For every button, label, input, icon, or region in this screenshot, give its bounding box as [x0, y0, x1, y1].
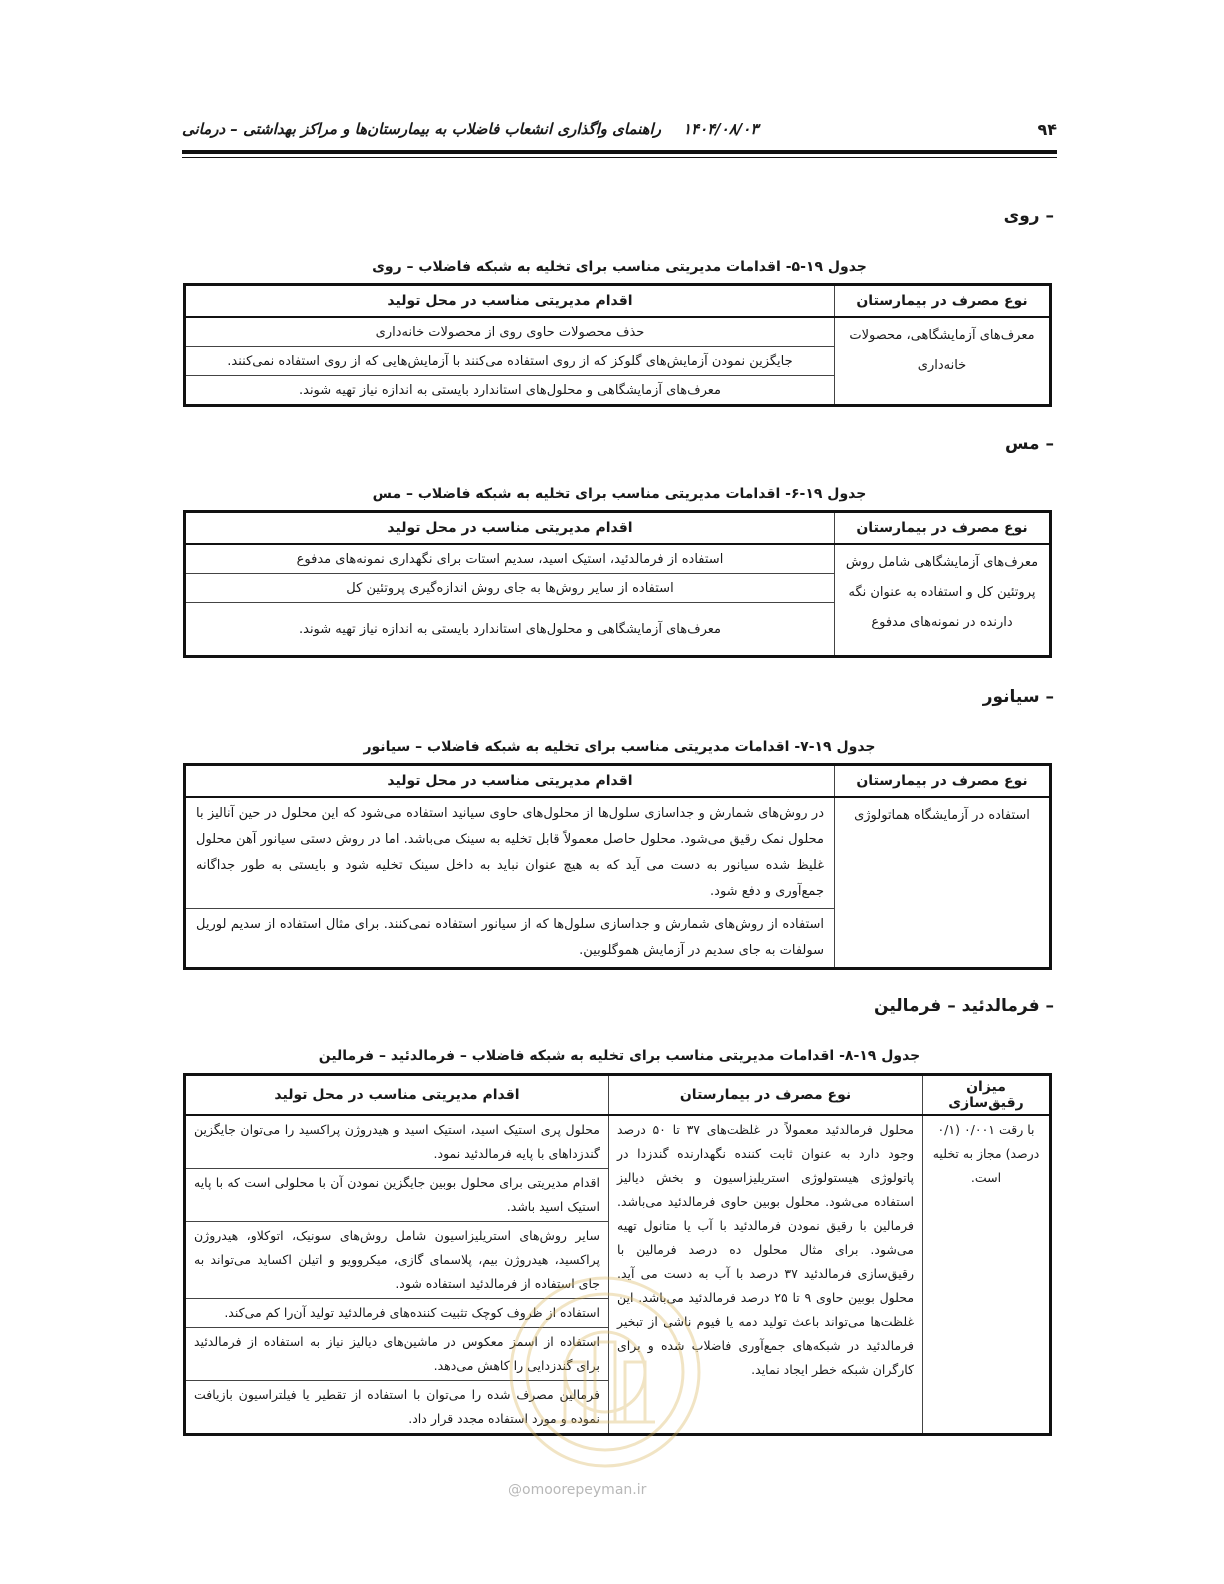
table-row	[185, 1115, 1051, 1169]
header-usage: نوع مصرف در بیمارستان	[835, 512, 1051, 545]
running-header	[182, 118, 1057, 144]
header-action: اقدام مدیریتی مناسب در محل تولید	[185, 285, 835, 318]
table-header-row	[185, 765, 1051, 798]
table-row	[185, 797, 1051, 909]
watermark-text: @omoorepeyman.ir	[508, 1482, 647, 1498]
action-cell: جایگزین نمودن آزمایش‌های گلوکز که از روی استفاده می‌کنند با آزمایش‌هایی که از روی استفاده نمی‌کنند.	[185, 347, 835, 376]
section-heading-zinc: – روی	[1003, 206, 1054, 226]
header-usage: نوع مصرف در بیمارستان	[835, 765, 1051, 798]
table-cyanide	[183, 763, 1052, 970]
table-caption-zinc: جدول ۱۹-۵- اقدامات مدیریتی مناسب برای تخلیه به شبکه فاضلاب – روی	[372, 259, 867, 275]
table-header-row	[185, 285, 1051, 318]
action-cell: معرف‌های آزمایشگاهی و محلول‌های استاندارد بایستی به اندازه نیاز تهیه شوند.	[185, 376, 835, 406]
action-cell: استفاده از روش‌های شمارش و جداسازی سلول‌ها که از سیانور استفاده نمی‌کنند. برای مثال استفاده از سدیم لوریل سولفات به جای سدیم در آزمایش هموگلوبین.	[185, 909, 835, 969]
table-caption-cyanide: جدول ۱۹-۷- اقدامات مدیریتی مناسب برای تخلیه به شبکه فاضلاب – سیانور	[363, 739, 876, 755]
header-action: اقدام مدیریتی مناسب در محل تولید	[185, 512, 835, 545]
table-caption-copper: جدول ۱۹-۶- اقدامات مدیریتی مناسب برای تخلیه به شبکه فاضلاب – مس	[372, 486, 867, 502]
table-caption-formaldehyde: جدول ۱۹-۸- اقدامات مدیریتی مناسب برای تخلیه به شبکه فاضلاب – فرمالدئید – فرمالین	[318, 1048, 921, 1064]
action-cell: استفاده از اسمز معکوس در ماشین‌های دیالیز نیاز به استفاده از فرمالدئید برای گندزدایی را کاهش می‌دهد.	[185, 1328, 609, 1381]
table-header-row	[185, 512, 1051, 545]
header-date: ۱۴۰۴/۰۸/۰۳	[682, 120, 759, 138]
table-row	[185, 544, 1051, 574]
header-usage: نوع مصرف در بیمارستان	[609, 1075, 923, 1116]
watermark-seal-icon	[505, 1272, 705, 1472]
usage-cell: معرف‌های آزمایشگاهی شامل روش پروتئین کل و استفاده به عنوان نگه دارنده در نمونه‌های مدفوع	[835, 544, 1051, 657]
action-cell: معرف‌های آزمایشگاهی و محلول‌های استاندارد بایستی به اندازه نیاز تهیه شوند.	[185, 603, 835, 657]
header-rule-thick	[182, 150, 1057, 154]
action-cell: استفاده از ظروف کوچک تثبیت کننده‌های فرمالدئید تولید آن‌را کم می‌کند.	[185, 1299, 609, 1328]
action-cell: استفاده از فرمالدئید، استیک اسید، سدیم استات برای نگهداری نمونه‌های مدفوع	[185, 544, 835, 574]
section-heading-cyanide: – سیانور	[982, 687, 1054, 707]
action-cell: محلول پری استیک اسید، استیک اسید و هیدروژن پراکسید را می‌توان جایگزین گندزداهای با پایه فرمالدئید نمود.	[185, 1115, 609, 1169]
header-title: راهنمای واگذاری انشعاب فاضلاب به بیمارستان‌ها و مراکز بهداشتی – درمانی	[182, 120, 661, 138]
dilution-cell: با رقت ۰/۰۰۱ (۰/۱ درصد) مجاز به تخلیه است.	[923, 1115, 1051, 1435]
header-title-line	[182, 120, 758, 138]
table-copper	[183, 510, 1052, 658]
header-rule-thin	[182, 157, 1057, 158]
page-number: ۹۴	[1037, 120, 1057, 139]
action-cell: سایر روش‌های استریلیزاسیون شامل روش‌های سونیک، اتوکلاو، هیدروژن پراکسید، هیدروژن بیم، پلاسمای گازی، میکروویو و اتیلن اکساید می‌تواند به جای استفاده از فرمالدئید استفاده شود.	[185, 1222, 609, 1299]
section-heading-formaldehyde: – فرمالدئید – فرمالین	[874, 996, 1054, 1016]
header-action: اقدام مدیریتی مناسب در محل تولید	[185, 1075, 609, 1116]
usage-cell: محلول فرمالدئید معمولاً در غلظت‌های ۳۷ تا ۵۰ درصد وجود دارد به عنوان ثابت کننده نگهدارنده گندزدا در پاتولوژی هیستولوژی استریلیزاسیون و بخش دیالیز استفاده می‌شود. محلول بوبین حاوی فرمالدئید می‌باشد. فرمالین با رقیق نمودن فرمالدئید با آب یا متانول تهیه می‌شود. برای مثال محلول ده درصد فرمالین با رقیق‌سازی فرمالدئید ۳۷ درصد با آب به دست می آید. محلول بوبین حاوی ۹ تا ۲۵ درصد فرمالدئید می‌باشد. این غلظت‌ها می‌تواند باعث تولید دمه یا فیوم ناشی از تبخیر فرمالدئید در شبکه‌های جمع‌آوری فاضلاب شده و برای کارگران شبکه خطر ایجاد نماید.	[609, 1115, 923, 1435]
table-header-row	[185, 1075, 1051, 1116]
action-cell: حذف محصولات حاوی روی از محصولات خانه‌داری	[185, 317, 835, 347]
header-action: اقدام مدیریتی مناسب در محل تولید	[185, 765, 835, 798]
action-cell: در روش‌های شمارش و جداسازی سلول‌ها از محلول‌های حاوی سیانید استفاده می‌شود که این محلول در حین آنالیز با محلول نمک رقیق می‌شود. محلول حاصل معمولاً قابل تخلیه به سینک می‌باشد. اما در روش دستی سیانور آهن محلول غلیظ شده سیانور به دست می آید که به هیچ عنوان نباید به داخل سینک تخلیه شود و بایستی به طور جداگانه جمع‌آوری و دفع شود.	[185, 797, 835, 909]
usage-cell: معرف‌های آزمایشگاهی، محصولات خانه‌داری	[835, 317, 1051, 406]
header-dilution: میزان رقیق‌سازی	[923, 1075, 1051, 1116]
action-cell: استفاده از سایر روش‌ها به جای روش اندازه‌گیری پروتئین کل	[185, 574, 835, 603]
section-heading-copper: – مس	[1005, 434, 1054, 454]
table-row	[185, 317, 1051, 347]
header-usage: نوع مصرف در بیمارستان	[835, 285, 1051, 318]
usage-cell: استفاده در آزمایشگاه هماتولوژی	[835, 797, 1051, 969]
action-cell: اقدام مدیریتی برای محلول بوبین جایگزین نمودن آن با محلولی است که با پایه استیک اسید باشد.	[185, 1169, 609, 1222]
action-cell: فرمالین مصرف شده را می‌توان با استفاده از تقطیر یا فیلتراسیون بازیافت نموده و مورد استفاده مجدد قرار داد.	[185, 1381, 609, 1435]
table-zinc	[183, 283, 1052, 407]
